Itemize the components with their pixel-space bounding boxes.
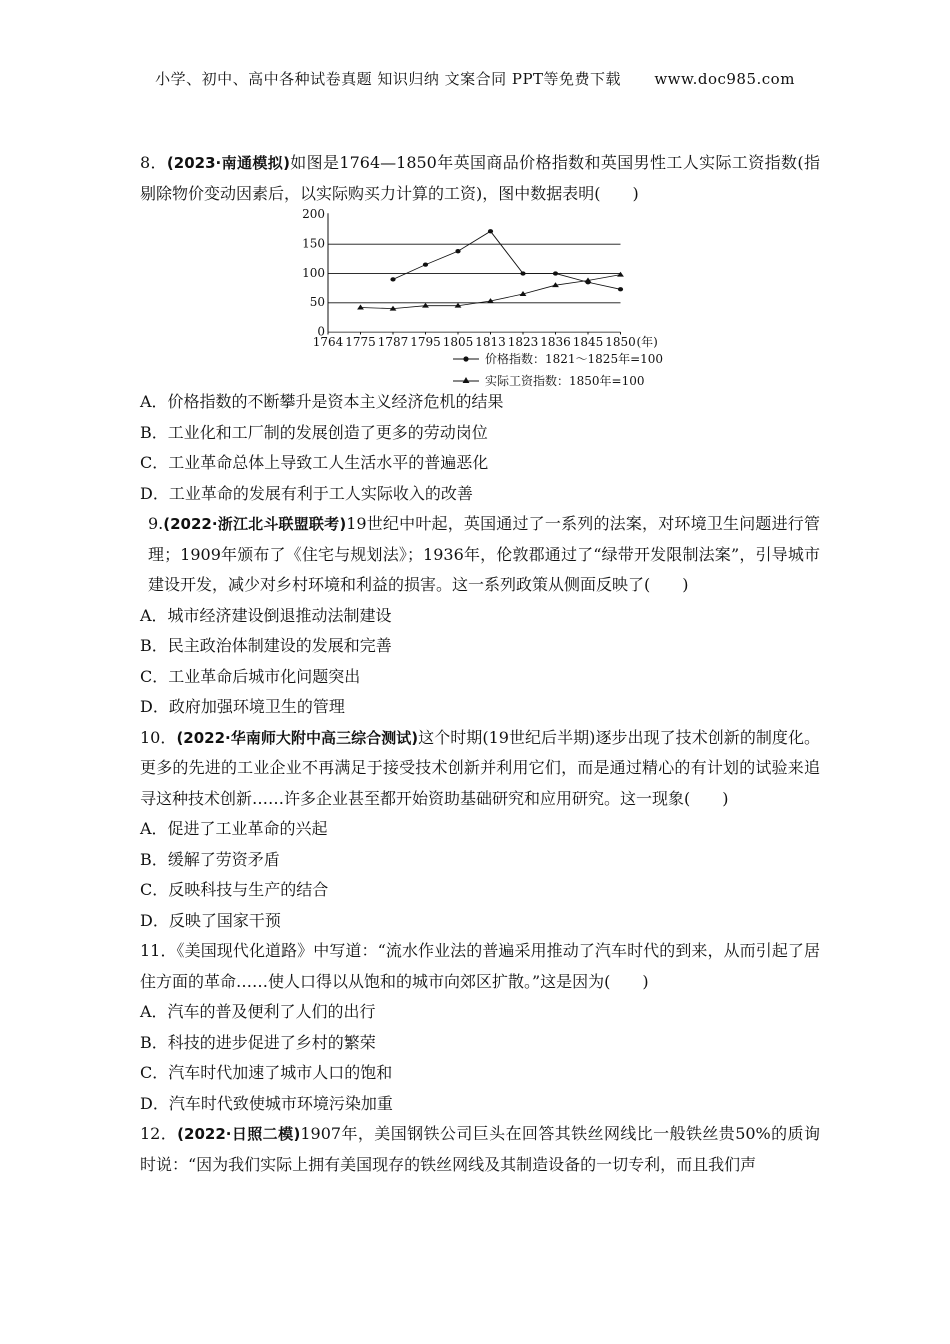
- y-tick-label: 150: [302, 236, 325, 251]
- page-header: [0, 68, 950, 89]
- question-stem: [140, 1119, 820, 1180]
- wage-index-point: [422, 303, 429, 308]
- price-index-point: [423, 263, 428, 267]
- question-number: 11．: [140, 941, 177, 960]
- plot-area: [302, 207, 658, 349]
- y-tick-label: 100: [302, 265, 325, 280]
- price-index-point: [488, 229, 493, 233]
- question-source: (2023·南通模拟): [166, 154, 290, 172]
- header-site: www.doc985.com: [654, 70, 795, 88]
- y-tick-label: 200: [302, 207, 325, 222]
- header-text: 小学、初中、高中各种试卷真题 知识归纳 文案合同 PPT等免费下载: [155, 70, 622, 88]
- question-10: [140, 723, 820, 937]
- question-stem: [140, 723, 820, 815]
- legend-triangle-marker: [463, 377, 470, 383]
- legend-circle-marker: [463, 356, 468, 361]
- option-c[interactable]: C．工业革命总体上导致工人生活水平的普遍恶化: [140, 453, 489, 472]
- question-8: [140, 148, 820, 509]
- x-tick-label: 1845: [572, 335, 604, 350]
- price-index-point: [618, 287, 623, 291]
- question-text: 《美国现代化道路》中写道：“流水作业法的普遍采用推动了汽车时代的到来，从而引起了居住方面的革命……使人口得以从饱和的城市向郊区扩散。”这是因为( ): [140, 941, 820, 991]
- question-9: [140, 509, 820, 723]
- question-stem: [140, 936, 820, 997]
- y-tick-label: 0: [317, 324, 325, 339]
- option-d[interactable]: D．政府加强环境卫生的管理: [140, 697, 345, 716]
- x-tick-label: 1787: [377, 335, 409, 350]
- price-index-point: [390, 277, 395, 281]
- option-d[interactable]: D．工业革命的发展有利于工人实际收入的改善: [140, 483, 473, 503]
- price-index-point: [520, 271, 525, 275]
- option-a[interactable]: A．促进了工业革命的兴起: [140, 819, 328, 838]
- x-tick-label: 1795: [410, 335, 441, 350]
- option-b[interactable]: B．缓解了劳资矛盾: [140, 849, 280, 869]
- option-a[interactable]: A．汽车的普及便利了人们的出行: [140, 1002, 376, 1021]
- question-text: 如图是1764—1850年英国商品价格指数和英国男性工人实际工资指数(指剔除物价变动因素后，以实际购买力计算的工资)，图中数据表明( ): [140, 153, 820, 203]
- question-12: [140, 1119, 820, 1180]
- question-source: (2022·华南师大附中高三综合测试): [176, 728, 419, 747]
- line-chart: [140, 209, 820, 387]
- option-d[interactable]: D．反映了国家干预: [140, 910, 281, 930]
- question-number: 12．: [140, 1124, 178, 1143]
- x-tick-label: 1775: [345, 335, 376, 350]
- question-text: 这个时期(19世纪后半期)逐步出现了技术创新的制度化。更多的先进的工业企业不再满足于接受技术创新并利用它们，而是通过精心的有计划的试验来追寻这种技术创新……许多企业甚至都开始资助基础研究和应用研究。这一现象( ): [140, 727, 820, 808]
- x-tick-label: 1813: [475, 335, 506, 350]
- option-b[interactable]: B．工业化和工厂制的发展创造了更多的劳动岗位: [140, 422, 488, 442]
- x-tick-label: 1850: [605, 335, 636, 350]
- question-stem: [140, 148, 820, 209]
- price-index-point: [455, 249, 460, 253]
- question-11: [140, 936, 820, 1119]
- question-source: (2022·浙江北斗联盟联考): [163, 515, 347, 533]
- legend-label: 价格指数：1821～1825年=100: [485, 352, 664, 366]
- option-c[interactable]: C．汽车时代加速了城市人口的饱和: [140, 1063, 393, 1082]
- legend-label: 实际工资指数：1850年=100: [485, 374, 645, 388]
- x-tick-label: 1836: [540, 335, 571, 350]
- question-stem: [140, 509, 820, 601]
- x-tick-label: 1823: [507, 335, 539, 350]
- option-c[interactable]: C．工业革命后城市化问题突出: [140, 666, 361, 686]
- question-number: 9.: [148, 514, 164, 533]
- chart: [140, 209, 820, 387]
- question-source: (2022·日照二模): [177, 1125, 301, 1143]
- option-c[interactable]: C．反映科技与生产的结合: [140, 880, 329, 899]
- question-list: [140, 148, 820, 1180]
- option-b[interactable]: B．科技的进步促进了乡村的繁荣: [140, 1032, 376, 1052]
- option-d[interactable]: D．汽车时代致使城市环境污染加重: [140, 1093, 393, 1113]
- wage-index-point: [357, 305, 364, 310]
- question-number: 10．: [140, 727, 177, 747]
- series-line-2: [361, 275, 621, 309]
- question-number: 8．: [140, 153, 167, 172]
- option-b[interactable]: B．民主政治体制建设的发展和完善: [140, 636, 392, 655]
- option-a[interactable]: A．城市经济建设倒退推动法制建设: [140, 605, 392, 625]
- x-tick-label: 1764: [312, 335, 344, 350]
- option-a[interactable]: A．价格指数的不断攀升是资本主义经济危机的结果: [140, 392, 504, 411]
- question-text: 1907年，美国钢铁公司巨头在回答其铁丝网线比一般铁丝贵50%的质询时说：“因为我们实际上拥有美国现存的铁丝网线及其制造设备的一切专利，而且我们声: [140, 1124, 820, 1174]
- price-index-point: [553, 271, 558, 275]
- question-text: 19世纪中叶起，英国通过了一系列的法案，对环境卫生问题进行管理；1909年颁布了《住宅与规划法》；1936年，伦敦郡通过了“绿带开发限制法案”，引导城市建设开发，减少对乡村环境和利益的损害。这一系列政策从侧面反映了( ): [148, 514, 820, 594]
- x-tick-label: 1805: [442, 335, 474, 350]
- x-unit-label: (年): [636, 335, 658, 350]
- y-tick-label: 50: [309, 295, 325, 310]
- wage-index-point: [617, 272, 624, 277]
